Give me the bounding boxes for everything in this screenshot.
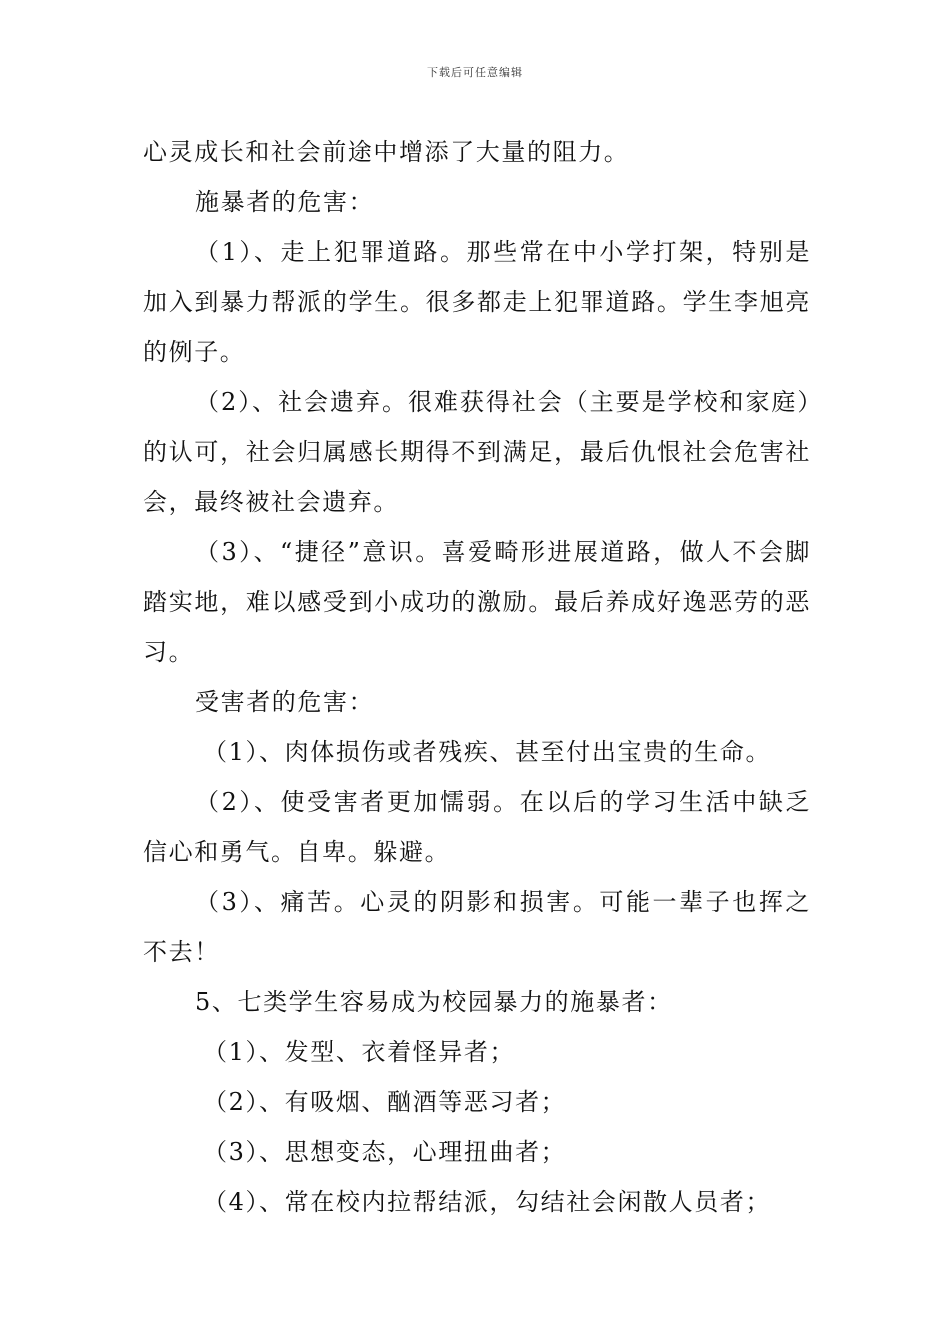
paragraph-victim-2: （2）、使受害者更加懦弱。在以后的学习生活中缺乏信心和勇气。自卑。躲避。 [143,788,811,866]
heading-seven-types: 5、七类学生容易成为校园暴力的施暴者： [195,988,673,1016]
list-item-type-3: （3）、思想变态，心理扭曲者； [203,1138,567,1166]
page-header: 下载后可任意编辑 [427,66,523,79]
paragraph-continuation: 心灵成长和社会前途中增添了大量的阻力。 [143,138,630,166]
heading-victim-harm: 受害者的危害： [195,688,375,716]
list-item-type-2: （2）、有吸烟、酗酒等恶习者； [203,1088,567,1116]
list-item-type-1: （1）、发型、衣着怪异者； [203,1038,516,1066]
paragraph-perpetrator-2: （2）、社会遗弃。很难获得社会（主要是学校和家庭）的认可，社会归属感长期得不到满足，最后仇恨社会危害社会，最终被社会遗弃。 [143,388,811,516]
list-item-type-4: （4）、常在校内拉帮结派，勾结社会闲散人员者； [203,1188,772,1216]
paragraph-perpetrator-3: （3）、“捷径”意识。喜爱畸形进展道路，做人不会脚踏实地，难以感受到小成功的激励。最后养成好逸恶劳的恶习。 [143,538,811,666]
paragraph-victim-1: （1）、肉体损伤或者残疾、甚至付出宝贵的生命。 [203,738,772,766]
paragraph-victim-3: （3）、痛苦。心灵的阴影和损害。可能一辈子也挥之不去！ [143,888,811,966]
heading-perpetrator-harm: 施暴者的危害： [195,188,375,216]
paragraph-perpetrator-1: （1）、走上犯罪道路。那些常在中小学打架，特别是加入到暴力帮派的学生。很多都走上犯罪道路。学生李旭亮的例子。 [143,238,811,366]
document-body [143,127,811,1227]
